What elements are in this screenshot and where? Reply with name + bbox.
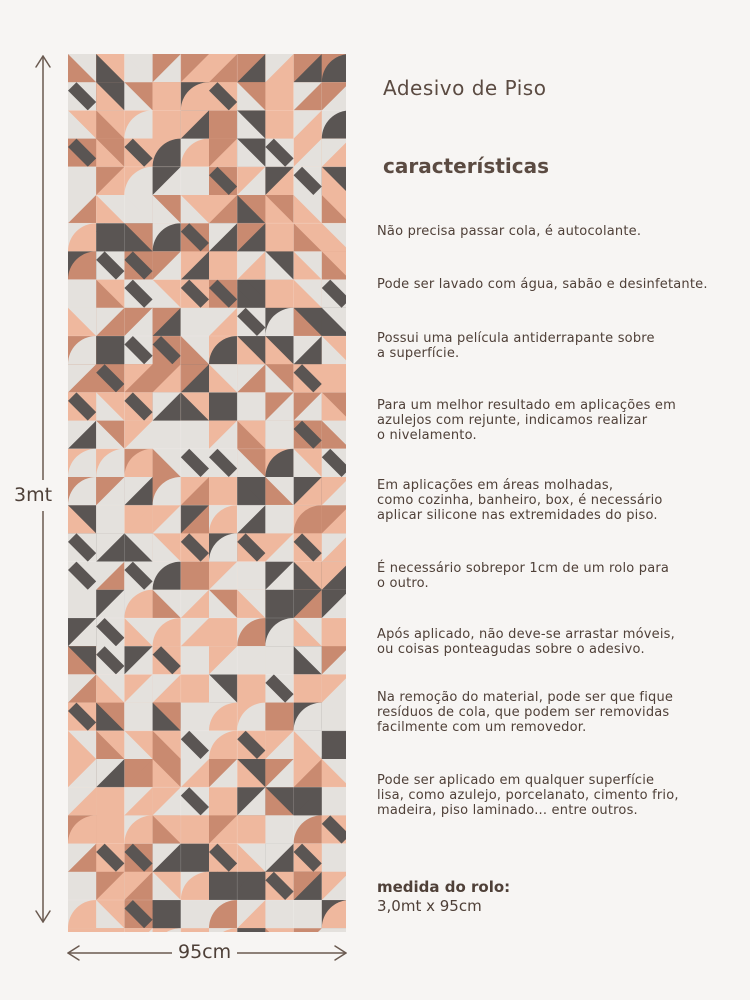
feature-line: Não precisa passar cola, é autocolante.: [377, 224, 642, 239]
feature-item: [377, 561, 742, 591]
feature-item: [377, 398, 742, 443]
feature-line: azulejos com rejunte, indicamos realizar: [377, 413, 648, 428]
feature-line: o nivelamento.: [377, 428, 477, 443]
roll-size-value: 3,0mt x 95cm: [377, 897, 482, 915]
width-label: 95cm: [172, 943, 237, 962]
feature-line: Possui uma película antiderrapante sobre: [377, 331, 655, 346]
feature-line: Em aplicações em áreas molhadas,: [377, 478, 614, 493]
feature-line: o outro.: [377, 576, 429, 591]
feature-item: [377, 627, 742, 657]
feature-line: Após aplicado, não deve-se arrastar móveis,: [377, 627, 675, 642]
feature-item: [377, 224, 742, 239]
roll-size-label: medida do rolo:: [377, 878, 511, 896]
height-label: 3mt: [12, 480, 54, 511]
feature-line: a superfície.: [377, 346, 460, 361]
feature-line: resíduos de cola, que podem ser removidas: [377, 705, 670, 720]
feature-line: Na remoção do material, pode ser que fique: [377, 690, 674, 705]
feature-line: Pode ser lavado com água, sabão e desinfetante.: [377, 277, 708, 292]
feature-line: ou coisas ponteagudas sobre o adesivo.: [377, 642, 645, 657]
feature-item: [377, 331, 742, 361]
feature-line: madeira, piso laminado... entre outros.: [377, 803, 638, 818]
product-title: Adesivo de Piso: [383, 76, 547, 100]
feature-item: [377, 690, 742, 735]
feature-line: Para um melhor resultado em aplicações em: [377, 398, 676, 413]
feature-line: aplicar silicone nas extremidades do piso.: [377, 508, 658, 523]
feature-item: [377, 773, 742, 818]
feature-line: Pode ser aplicado em qualquer superfície: [377, 773, 655, 788]
feature-line: lisa, como azulejo, porcelanato, cimento frio,: [377, 788, 679, 803]
feature-line: É necessário sobrepor 1cm de um rolo para: [377, 561, 670, 576]
feature-item: [377, 277, 742, 292]
feature-line: como cozinha, banheiro, box, é necessário: [377, 493, 663, 508]
features-heading: características: [383, 154, 549, 178]
feature-item: [377, 478, 742, 523]
feature-line: facilmente com um removedor.: [377, 720, 587, 735]
